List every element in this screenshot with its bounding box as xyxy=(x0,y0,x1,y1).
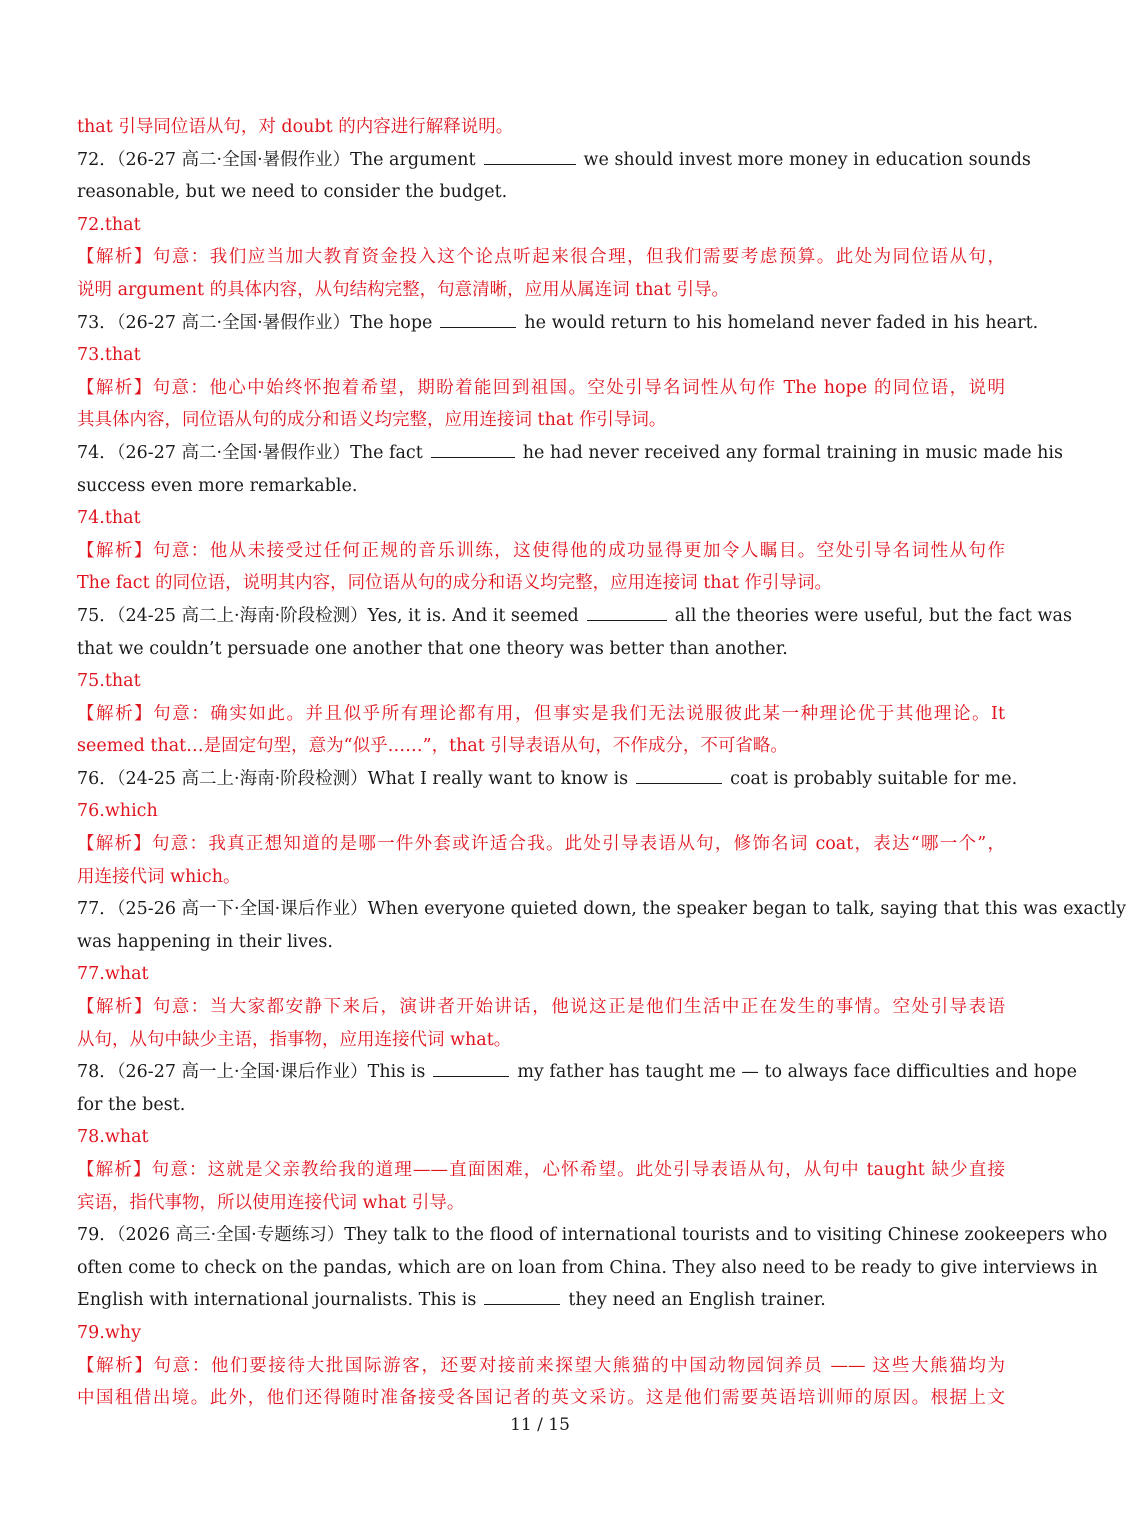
explanation-line: seemed that…是固定句型，意为“似乎……”，that 引导表语从句，不作成分，不可省略。 xyxy=(77,736,788,757)
answer-blank[interactable] xyxy=(484,163,576,165)
answer-blank[interactable] xyxy=(484,1303,560,1305)
answer-78: 78.what xyxy=(77,1127,149,1148)
answer-blank[interactable] xyxy=(433,1075,509,1077)
explanation-line: The fact 的同位语，说明其内容，同位语从句的成分和语义均完整，应用连接词 that 作引导词。 xyxy=(77,573,833,594)
explanation-line: 中国租借出境。此外，他们还得随时准备接受各国记者的英文采访。这是他们需要英语培训师的原因。根据上文 xyxy=(77,1388,1005,1409)
question-75: 75．（24-25 高二上·海南·阶段检测）Yes, it is. And it seemed all the theories were useful, but the fact was xyxy=(77,605,1072,626)
explanation-line: 宾语，指代事物，所以使用连接代词 what 引导。 xyxy=(77,1192,465,1213)
explanation-line: 其具体内容，同位语从句的成分和语义均完整，应用连接词 that 作引导词。 xyxy=(77,410,667,431)
question-line: reasonable, but we need to consider the budget. xyxy=(77,182,508,203)
answer-blank[interactable] xyxy=(440,326,516,328)
explanation-line: 从句，从句中缺少主语，指事物，应用连接代词 what。 xyxy=(77,1029,512,1050)
question-77: 77．（25-26 高一下·全国·课后作业）When everyone quieted down, the speaker began to talk, saying that this was exactly xyxy=(77,899,1126,920)
explanation-line: 【解析】句意：他心中始终怀抱着希望，期盼着能回到祖国。空处引导名词性从句作 The hope 的同位语，说明 xyxy=(77,377,1005,398)
explanation-line: 用连接代词 which。 xyxy=(77,866,241,887)
question-line: success even more remarkable. xyxy=(77,475,358,496)
question-line: that we couldn’t persuade one another that one theory was better than another. xyxy=(77,638,788,659)
answer-77: 77.what xyxy=(77,964,149,985)
question-line: often come to check on the pandas, which are on loan from China. They also need to be ready to give interviews in xyxy=(77,1257,1098,1278)
question-line: was happening in their lives. xyxy=(77,931,333,952)
question-line: English with international journalists. This is they need an English trainer. xyxy=(77,1290,826,1311)
answer-75: 75.that xyxy=(77,671,141,692)
page-number: 11 / 15 xyxy=(510,1415,570,1435)
explanation-line: 【解析】句意：这就是父亲教给我的道理——直面困难，心怀希望。此处引导表语从句，从句中 taught 缺少直接 xyxy=(77,1160,1005,1180)
explanation-line: that 引导同位语从句，对 doubt 的内容进行解释说明。 xyxy=(77,117,514,137)
answer-74: 74.that xyxy=(77,508,141,529)
question-74: 74．（26-27 高二·全国·暑假作业）The fact he had never received any formal training in music made his xyxy=(77,442,1063,463)
question-73: 73．（26-27 高二·全国·暑假作业）The hope he would return to his homeland never faded in his heart. xyxy=(77,312,1039,333)
explanation-line: 【解析】句意：当大家都安静下来后，演讲者开始讲话，他说这正是他们生活中正在发生的事情。空处引导表语 xyxy=(77,997,1005,1018)
explanation-line: 【解析】句意：确实如此。并且似乎所有理论都有用，但事实是我们无法说服彼此某一种理论优于其他理论。It xyxy=(77,703,1005,724)
explanation-line: 【解析】句意：他从未接受过任何正规的音乐训练，这使得他的成功显得更加令人瞩目。空处引导名词性从句作 xyxy=(77,540,1005,561)
question-76: 76．（24-25 高二上·海南·阶段检测）What I really want to know is coat is probably suitable for me. xyxy=(77,768,1018,789)
explanation-line: 【解析】句意：他们要接待大批国际游客，还要对接前来探望大熊猫的中国动物园饲养员 —— 这些大熊猫均为 xyxy=(77,1355,1005,1376)
question-78: 78．（26-27 高一上·全国·课后作业）This is my father has taught me — to always face difficulties and hope xyxy=(77,1062,1077,1083)
answer-72: 72.that xyxy=(77,214,141,235)
answer-79: 79.why xyxy=(77,1322,141,1343)
document-body xyxy=(77,111,1126,1415)
question-line: for the best. xyxy=(77,1094,186,1115)
explanation-line: 说明 argument 的具体内容，从句结构完整，句意清晰，应用从属连词 that 引导。 xyxy=(77,279,730,300)
explanation-line: 【解析】句意：我们应当加大教育资金投入这个论点听起来很合理，但我们需要考虑预算。此处为同位语从句， xyxy=(77,247,1005,268)
answer-blank[interactable] xyxy=(431,456,515,458)
answer-blank[interactable] xyxy=(636,782,722,784)
answer-73: 73.that xyxy=(77,345,141,366)
answer-76: 76.which xyxy=(77,801,158,822)
explanation-line: 【解析】句意：我真正想知道的是哪一件外套或许适合我。此处引导表语从句，修饰名词 coat，表达“哪一个”， xyxy=(77,834,1005,855)
answer-blank[interactable] xyxy=(587,619,667,621)
question-79: 79．（2026 高三·全国·专题练习）They talk to the flood of international tourists and to visiting Chinese zookeepers who xyxy=(77,1225,1108,1246)
question-72: 72．（26-27 高二·全国·暑假作业）The argument we should invest more money in education sounds xyxy=(77,149,1031,170)
